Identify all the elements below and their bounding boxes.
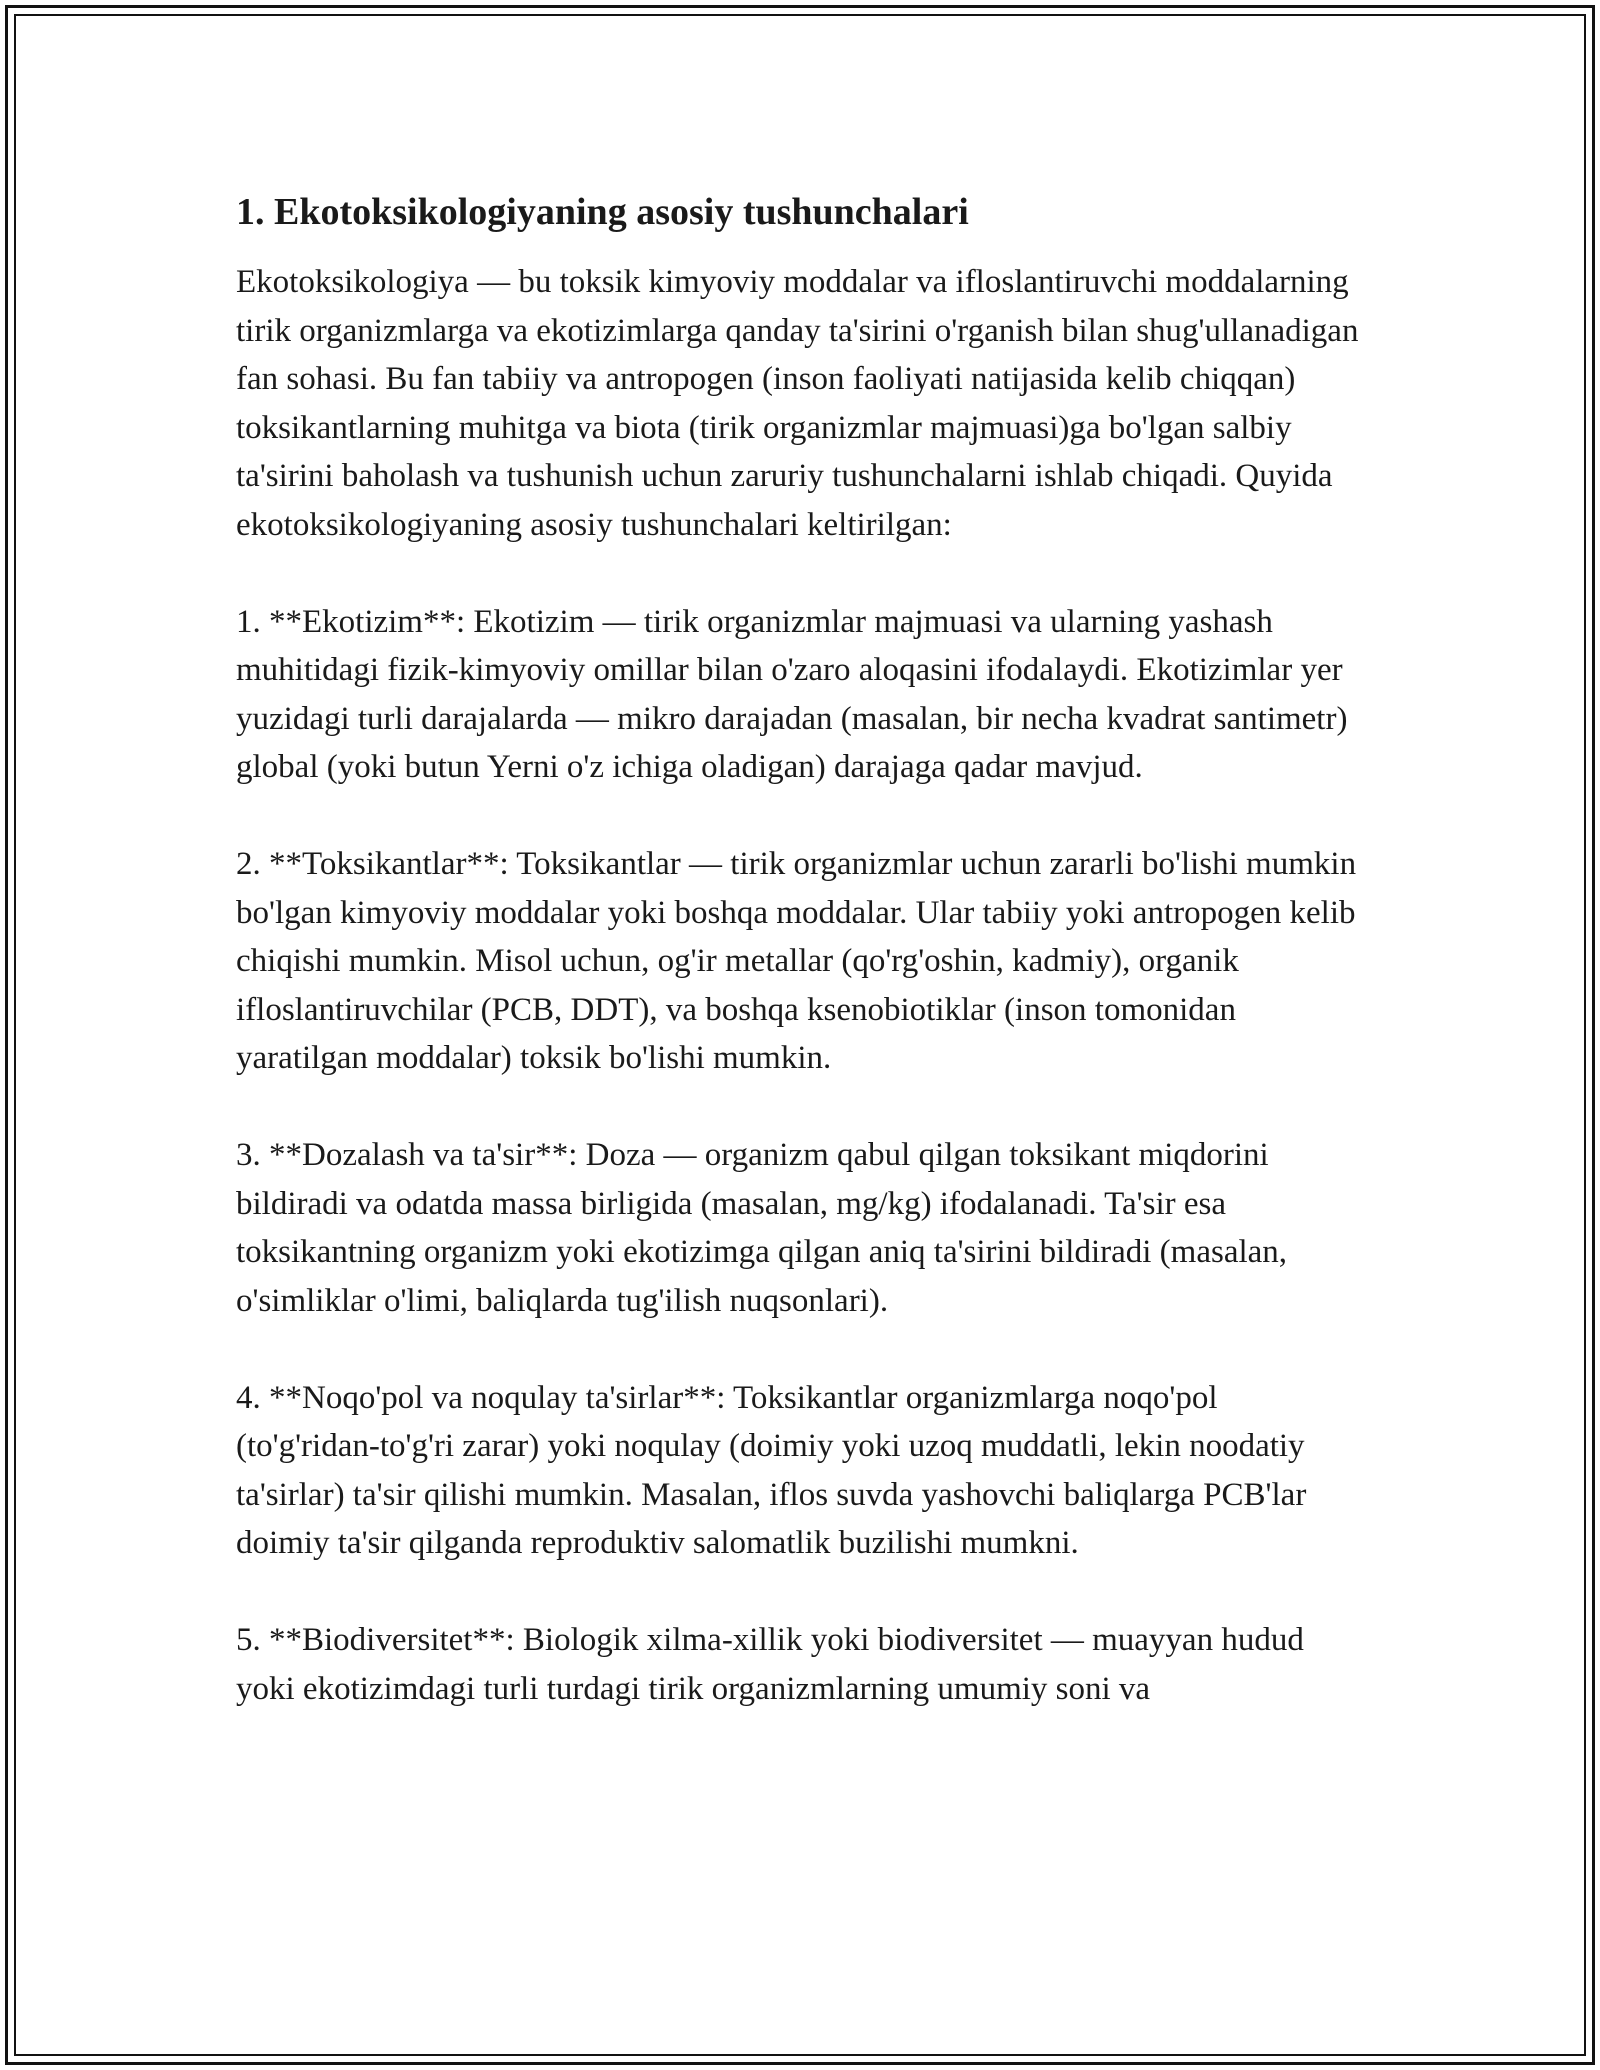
intro-paragraph: Ekotoksikologiya — bu toksik kimyoviy moddalar va ifloslantiruvchi moddalarning tirik organizmlarga va ekotizimlarga qanday ta'sirini o'rganish bilan shug'ullanadigan fan sohasi. Bu fan tabiiy va antropogen (inson faoliyati natijasida kelib chiqqan) toksikantlarning muhitga va biota (tirik organizmlar majmuasi)ga bo'lgan salbiy ta'sirini baholash va tushunish uchun zaruriy tushunchalarni ishlab chiqadi. Quyida ekotoksikologiyaning asosiy tushunchalari keltirilgan: [236,264,1359,543]
item-toksikantlar: 2. **Toksikantlar**: Toksikantlar — tirik organizmlar uchun zararli bo'lishi mumkin bo'lgan kimyoviy moddalar yoki boshqa moddalar. Ular tabiiy yoki antropogen kelib chiqishi mumkin. Misol uchun, og'ir metallar (qo'rg'oshin, kadmiy), organik ifloslantiruvchilar (PCB, DDT), va boshqa ksenobiotiklar (inson tomonidan yaratilgan moddalar) toksik bo'lishi mumkin. [236,846,1357,1076]
item-dozalash: 3. **Dozalash va ta'sir**: Doza — organizm qabul qilgan toksikant miqdorini bildiradi va odatda massa birligida (masalan, mg/kg) ifodalanadi. Ta'sir esa toksikantning organizm yoki ekotizimga qilgan aniq ta'sirini bildiradi (masalan, o'simliklar o'limi, baliqlarda tug'ilish nuqsonlari). [236,1137,1288,1319]
item-biodiversitet: 5. **Biodiversitet**: Biologik xilma-xillik yoki biodiversitet — muayyan hudud yoki ekotizimdagi turli turdagi tirik organizmlarning umumiy soni va [236,1622,1304,1707]
item-noqopol: 4. **Noqo'pol va noqulay ta'sirlar**: Toksikantlar organizmlarga noqo'pol (to'g'ridan-to'g'ri zarar) yoki noqulay (doimiy yoki uzoq muddatli, lekin noodatiy ta'sirlar) ta'sir qilishi mumkin. Masalan, iflos suvda yashovchi baliqlarga PCB'lar doimiy ta'sir qilganda reproduktiv salomatlik buzilishi mumkni. [236,1379,1307,1561]
section-heading: 1. Ekotoksikologiyaning asosiy tushunchalari [236,191,969,233]
item-ekotizim: 1. **Ekotizim**: Ekotizim — tirik organizmlar majmuasi va ularning yashash muhitidagi fizik-kimyoviy omillar bilan o'zaro aloqasini ifodalaydi. Ekotizimlar yer yuzidagi turli darajalarda — mikro darajadan (masalan, bir necha kvadrat santimetr) global (yoki butun Yerni o'z ichiga oladigan) darajaga qadar mavjud. [236,603,1348,785]
document-body [236,188,1366,1762]
